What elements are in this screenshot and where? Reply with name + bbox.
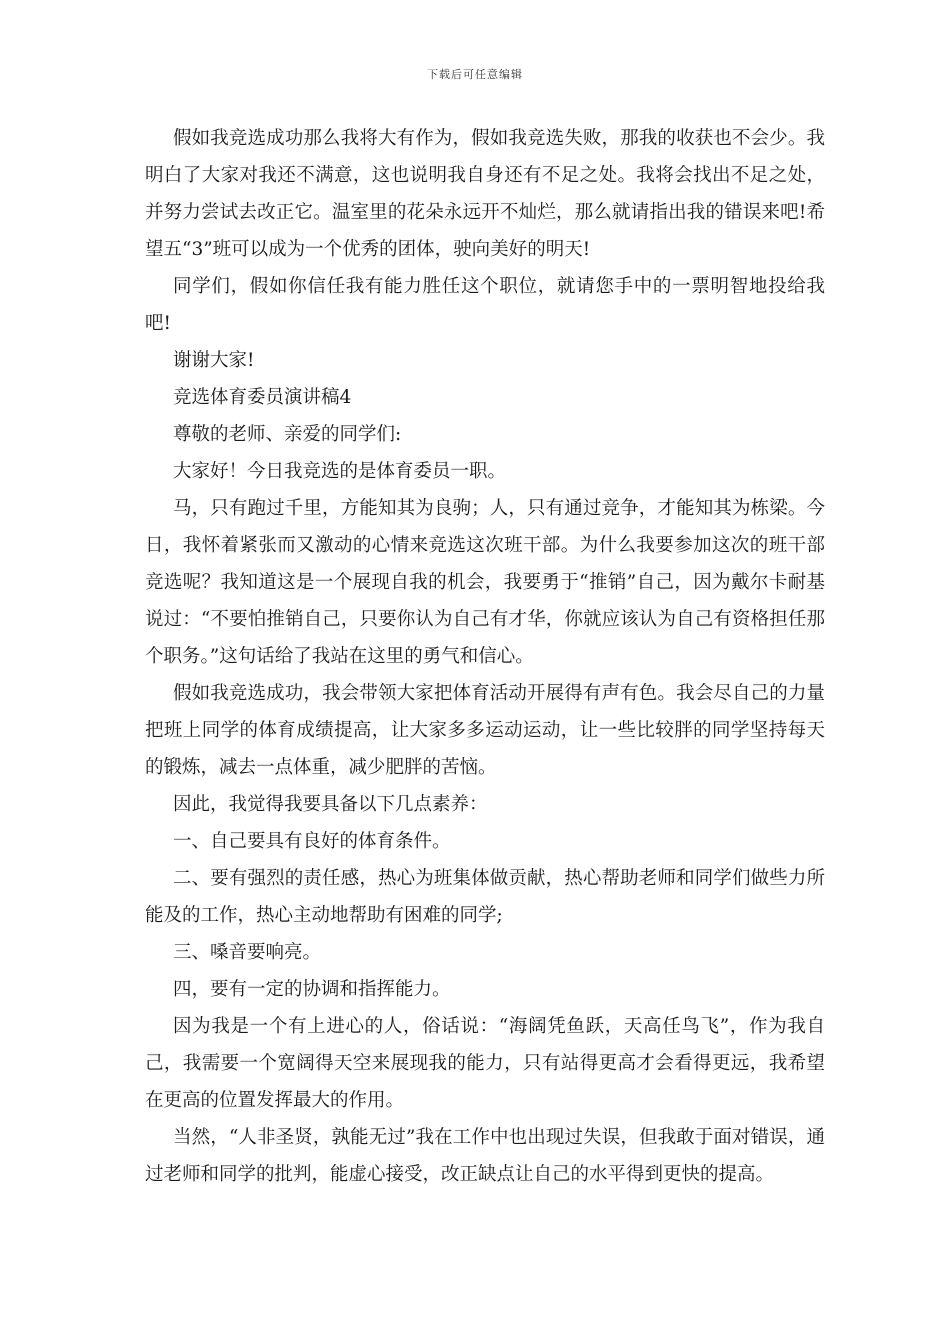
list-item-1: 一、自己要具有良好的体育条件。: [173, 831, 451, 852]
document-body: [145, 120, 825, 1193]
paragraph-greeting: 大家好！今日我竞选的是体育委员一职。: [173, 461, 507, 482]
list-item-4: 四，要有一定的协调和指挥能力。: [173, 979, 451, 1000]
paragraph-vote-request: 同学们，假如你信任我有能力胜任这个职位，就请您手中的一票明智地投给我吧!: [145, 276, 825, 334]
section-title: 竞选体育委员演讲稿4: [173, 387, 352, 408]
paragraph-humility: 当然，“人非圣贤，孰能无过”我在工作中也出现过失误，但我敢于面对错误，通过老师和同学的批判，能虚心接受，改正缺点让自己的水平得到更快的提高。: [145, 1127, 825, 1185]
paragraph-plan: 假如我竞选成功，我会带领大家把体育活动开展得有声有色。我会尽自己的力量把班上同学的体育成绩提高，让大家多多运动运动，让一些比较胖的同学坚持每天的锻炼，减去一点体重，减少肥胖的苦恼。: [145, 683, 825, 778]
paragraph-closing-argument: 假如我竞选成功那么我将大有作为，假如我竞选失败，那我的收获也不会少。我明白了大家对我还不满意，这也说明我自身还有不足之处。我将会找出不足之处，并努力尝试去改正它。温室里的花朵永远开不灿烂，那么就请指出我的错误来吧!希望五“3”班可以成为一个优秀的团体，驶向美好的明天!: [145, 128, 825, 260]
list-item-2: 二、要有强烈的责任感，热心为班集体做贡献，热心帮助老师和同学们做些力所能及的工作，热心主动地帮助有困难的同学;: [145, 868, 825, 926]
paragraph-qualities-intro: 因此，我觉得我要具备以下几点素养：: [173, 794, 488, 815]
paragraph-motivation: 马，只有跑过千里，方能知其为良驹；人，只有通过竞争，才能知其为栋梁。今日，我怀着紧张而又激动的心情来竞选这次班干部。为什么我要参加这次的班干部竞选呢？我知道这是一个展现自我的机会，我要勇于“推销”自己，因为戴尔卡耐基说过：“不要怕推销自己，只要你认为自己有才华，你就应该认为自己有资格担任那个职务。”这句话给了我站在这里的勇气和信心。: [145, 498, 825, 667]
list-item-3: 三、嗓音要响亮。: [173, 942, 322, 963]
paragraph-thanks: 谢谢大家!: [173, 350, 255, 371]
page-header-note: 下载后可任意编辑: [427, 68, 523, 81]
paragraph-salutation: 尊敬的老师、亲爱的同学们:: [173, 424, 402, 445]
paragraph-ambition: 因为我是一个有上进心的人，俗话说：“海阔凭鱼跃，天高任鸟飞”，作为我自己，我需要一个宽阔得天空来展现我的能力，只有站得更高才会看得更远，我希望在更高的位置发挥最大的作用。: [145, 1016, 825, 1111]
